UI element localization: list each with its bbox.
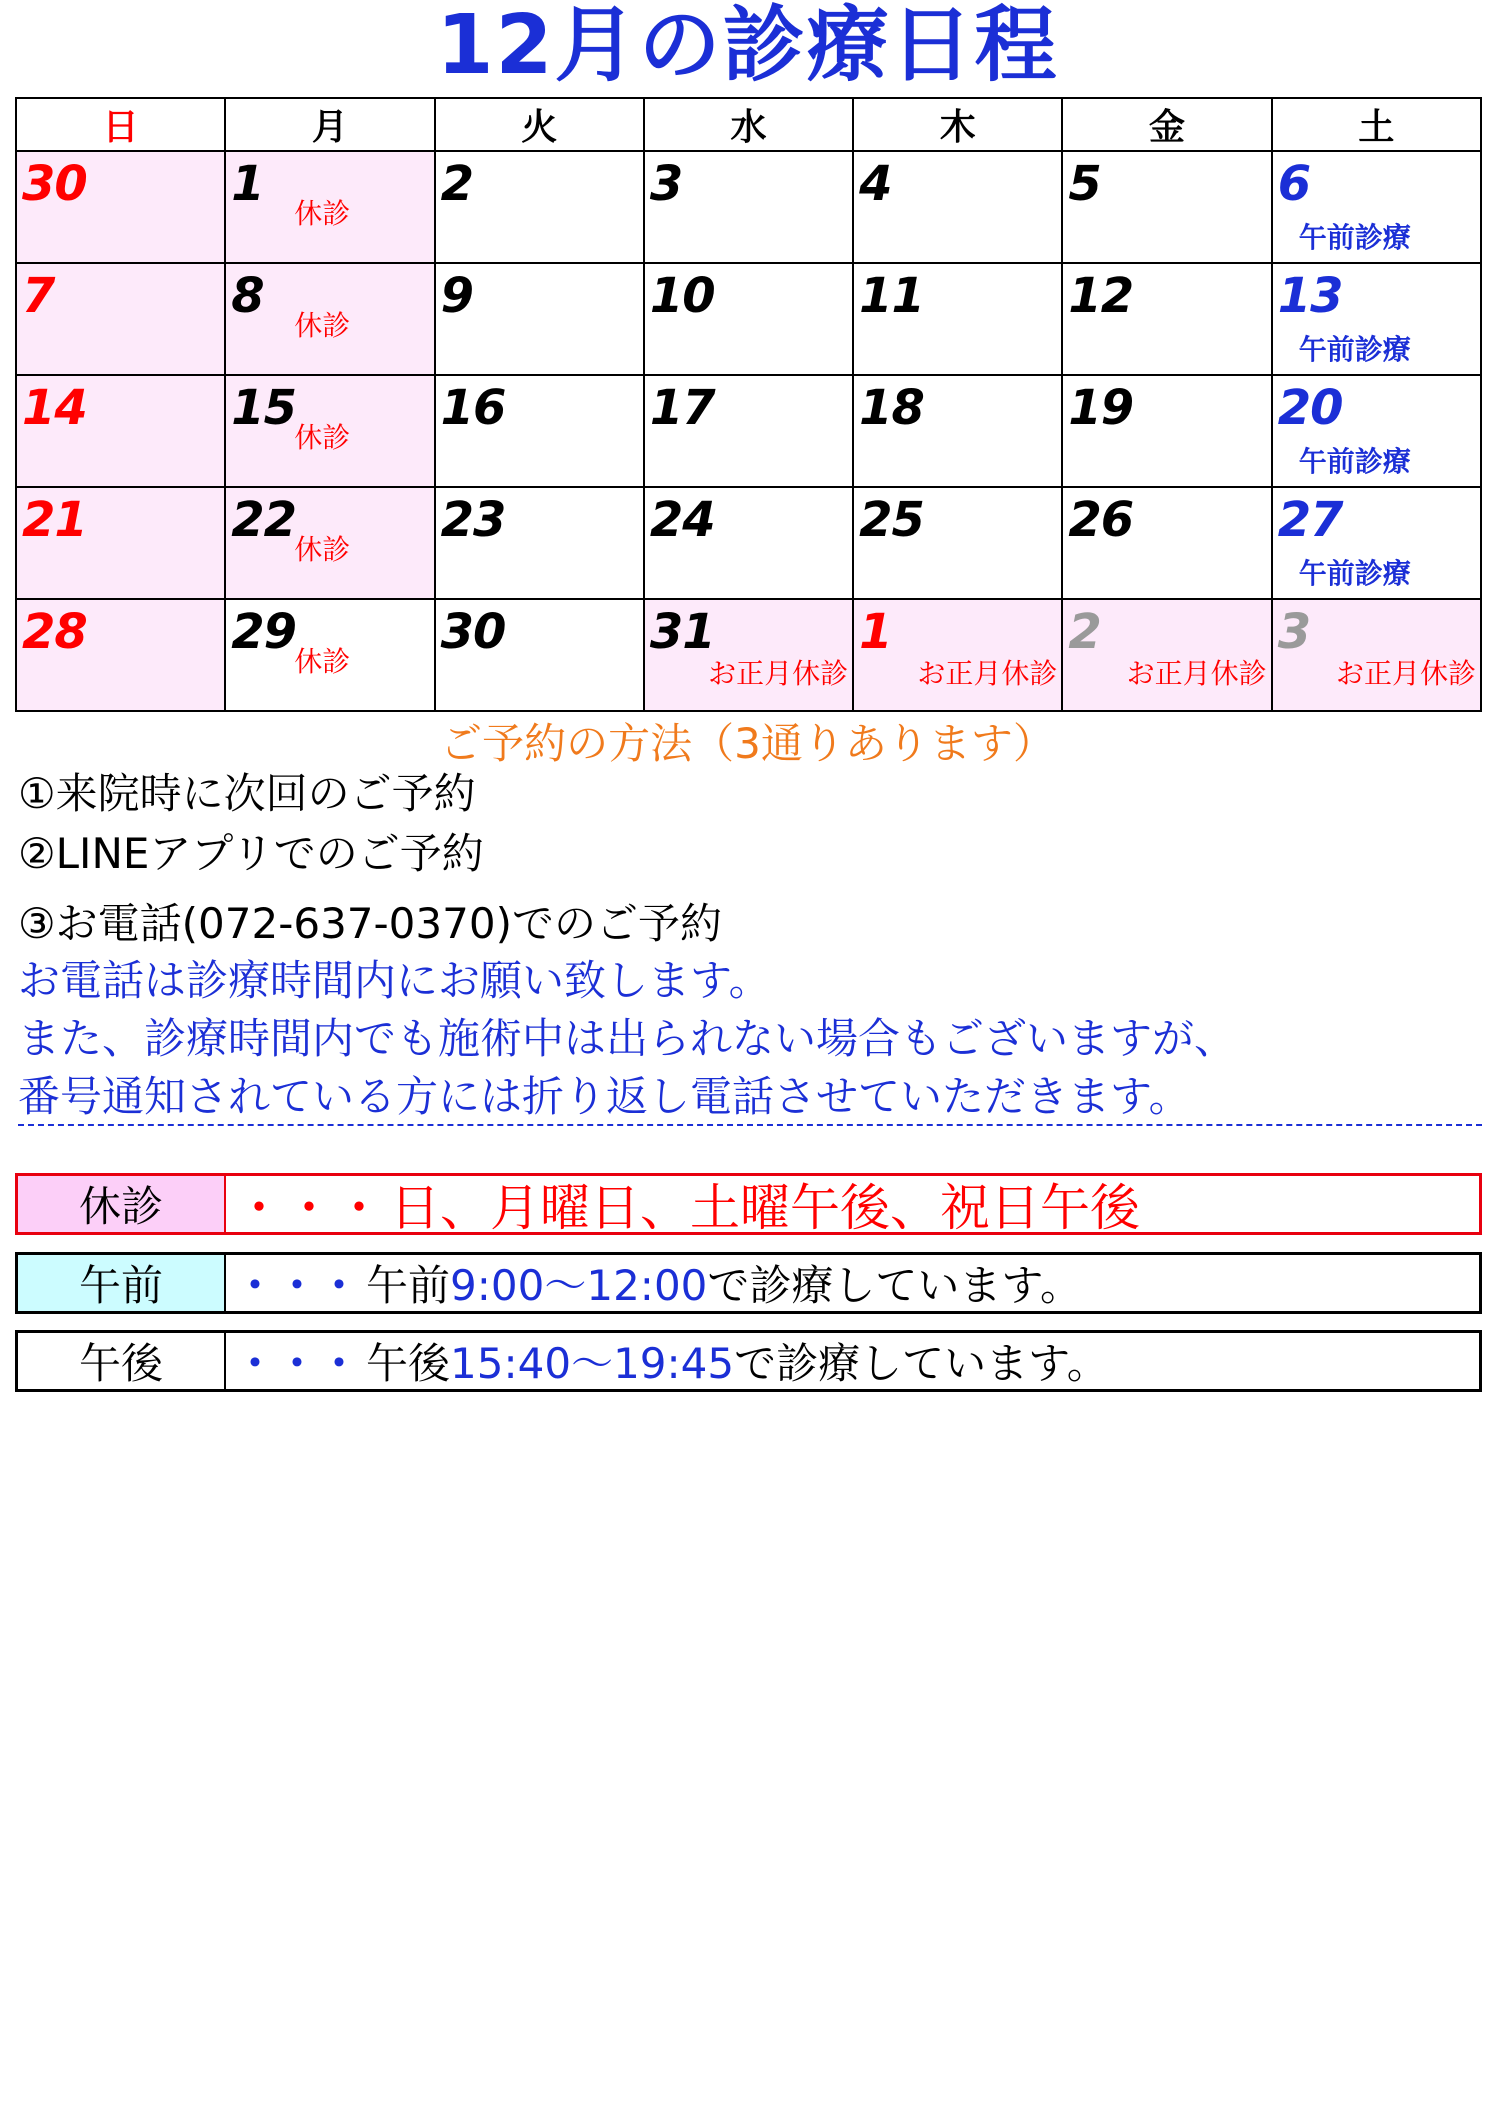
calendar-day-cell [1062,599,1271,711]
day-note: お正月休診 [1126,657,1267,690]
calendar-day-cell [1272,263,1481,375]
calendar-day-cell [435,151,644,263]
calendar-day-cell [853,599,1062,711]
day-note: 午前診療 [1298,333,1411,366]
calendar-day-cell [1062,151,1271,263]
calendar-week-row [16,263,1481,375]
calendar-week-row [16,151,1481,263]
legend-closed-value [226,1176,1479,1237]
legend-afternoon-prefix: 午後 [366,1339,451,1388]
legend-closed [15,1173,1482,1235]
reservation-heading: ご予約の方法（3通りあります） [440,719,1055,768]
day-number: 11 [859,268,924,324]
legend-afternoon [15,1330,1482,1392]
day-number: 13 [1277,268,1343,324]
legend-morning [15,1252,1482,1314]
day-note: 休診 [294,533,351,566]
weekday-wed: 水 [644,98,853,151]
day-note: 休診 [294,197,351,230]
weekday-sun: 日 [16,98,225,151]
phone-note-1: お電話は診療時間内にお願い致します。 [18,956,771,1005]
calendar-day-cell [16,599,225,711]
day-number: 10 [649,268,715,324]
calendar-day-cell [435,263,644,375]
day-number: 12 [1068,268,1134,324]
day-note: 休診 [294,309,351,342]
weekday-mon: 月 [225,98,434,151]
day-number: 18 [859,380,924,436]
day-number: 3 [649,156,683,212]
calendar-day-cell [16,263,225,375]
method-visit: ①来院時に次回のご予約 [18,769,476,818]
weekday-sat: 土 [1272,98,1481,151]
legend-closed-key: 休診 [18,1176,226,1232]
weekday-header-row [16,98,1481,151]
calendar-week-row [16,487,1481,599]
calendar-day-cell [435,375,644,487]
day-number: 2 [1068,604,1101,660]
method-line-app: ②LINEアプリでのご予約 [18,829,484,878]
calendar-day-cell [225,487,434,599]
calendar-day-cell [16,151,225,263]
legend-morning-prefix: 午前 [366,1261,451,1310]
dashed-divider [18,1124,1482,1126]
calendar-day-cell [1062,375,1271,487]
method-phone: ③お電話(072-637-0370)でのご予約 [18,899,722,948]
calendar-day-cell [1272,487,1481,599]
calendar-week-row [16,599,1481,711]
legend-morning-time: 9:00～12:00 [450,1261,708,1310]
calendar-day-cell [225,599,434,711]
day-number: 17 [649,380,715,436]
day-number: 20 [1277,380,1343,436]
day-number: 16 [440,380,506,436]
legend-afternoon-suffix: で診療しています。 [734,1339,1109,1388]
legend-morning-suffix: で診療しています。 [707,1261,1083,1310]
calendar-day-cell [853,151,1062,263]
weekday-fri: 金 [1062,98,1271,151]
calendar-day-cell [1272,375,1481,487]
day-number: 9 [440,268,473,324]
calendar-day-cell [435,487,644,599]
legend-afternoon-time: 15:40～19:45 [450,1339,735,1388]
day-number: 5 [1068,156,1101,212]
day-number: 1 [231,156,264,212]
phone-note-2: また、診療時間内でも施術中は出られない場合もございますが、 [18,1014,1237,1063]
calendar-day-cell [1272,599,1481,711]
calendar-day-cell [225,151,434,263]
day-note: お正月休診 [917,657,1058,690]
day-number: 4 [859,156,892,212]
calendar-day-cell [644,599,853,711]
calendar-day-cell [16,487,225,599]
day-number: 8 [231,268,264,324]
day-number: 30 [22,156,87,212]
day-number: 29 [231,604,297,660]
day-number: 14 [22,380,87,436]
day-note: 休診 [294,421,351,454]
day-number: 26 [1068,492,1134,548]
calendar-day-cell [435,599,644,711]
day-number: 6 [1277,156,1311,212]
day-note: お正月休診 [1335,657,1476,690]
weekday-tue: 火 [435,98,644,151]
day-note: お正月休診 [708,657,849,690]
day-number: 22 [231,492,297,548]
calendar-day-cell [644,375,853,487]
day-number: 15 [231,380,297,436]
calendar-day-cell [853,375,1062,487]
day-number: 19 [1068,380,1134,436]
day-note: 午前診療 [1298,557,1411,590]
calendar-table [15,97,1482,712]
calendar-day-cell [644,263,853,375]
legend-closed-text: 日、月曜日、土曜午後、祝日午後 [390,1179,1140,1237]
calendar-day-cell [644,151,853,263]
calendar-day-cell [644,487,853,599]
page-title: 12月の診療日程 [436,0,1059,93]
legend-morning-value [226,1255,1479,1311]
calendar-day-cell [225,263,434,375]
calendar-day-cell [1272,151,1481,263]
phone-note-3: 番号通知されている方には折り返し電話させていただきます。 [18,1072,1191,1121]
calendar-body [16,151,1481,711]
day-number: 30 [440,604,506,660]
calendar-week-row [16,375,1481,487]
legend-afternoon-dots: ・・・ [234,1339,361,1388]
day-note: 休診 [294,645,351,678]
calendar-day-cell [853,487,1062,599]
calendar-day-cell [16,375,225,487]
legend-afternoon-key: 午後 [18,1333,226,1389]
day-number: 7 [22,268,55,324]
day-number: 23 [440,492,506,548]
day-number: 31 [649,604,715,660]
calendar-day-cell [1062,487,1271,599]
day-note: 午前診療 [1298,221,1411,254]
legend-morning-dots: ・・・ [234,1261,361,1310]
weekday-thu: 木 [853,98,1062,151]
legend-morning-key: 午前 [18,1255,226,1311]
legend-afternoon-value [226,1333,1479,1389]
day-number: 27 [1277,492,1343,548]
calendar-day-cell [225,375,434,487]
day-number: 2 [440,156,473,212]
day-number: 3 [1277,604,1311,660]
day-number: 1 [859,604,892,660]
day-note: 午前診療 [1298,445,1411,478]
day-number: 21 [22,492,87,548]
calendar-day-cell [1062,263,1271,375]
calendar-day-cell [853,263,1062,375]
legend-closed-dots: ・・・ [234,1179,384,1237]
day-number: 24 [649,492,715,548]
day-number: 25 [859,492,924,548]
day-number: 28 [22,604,87,660]
